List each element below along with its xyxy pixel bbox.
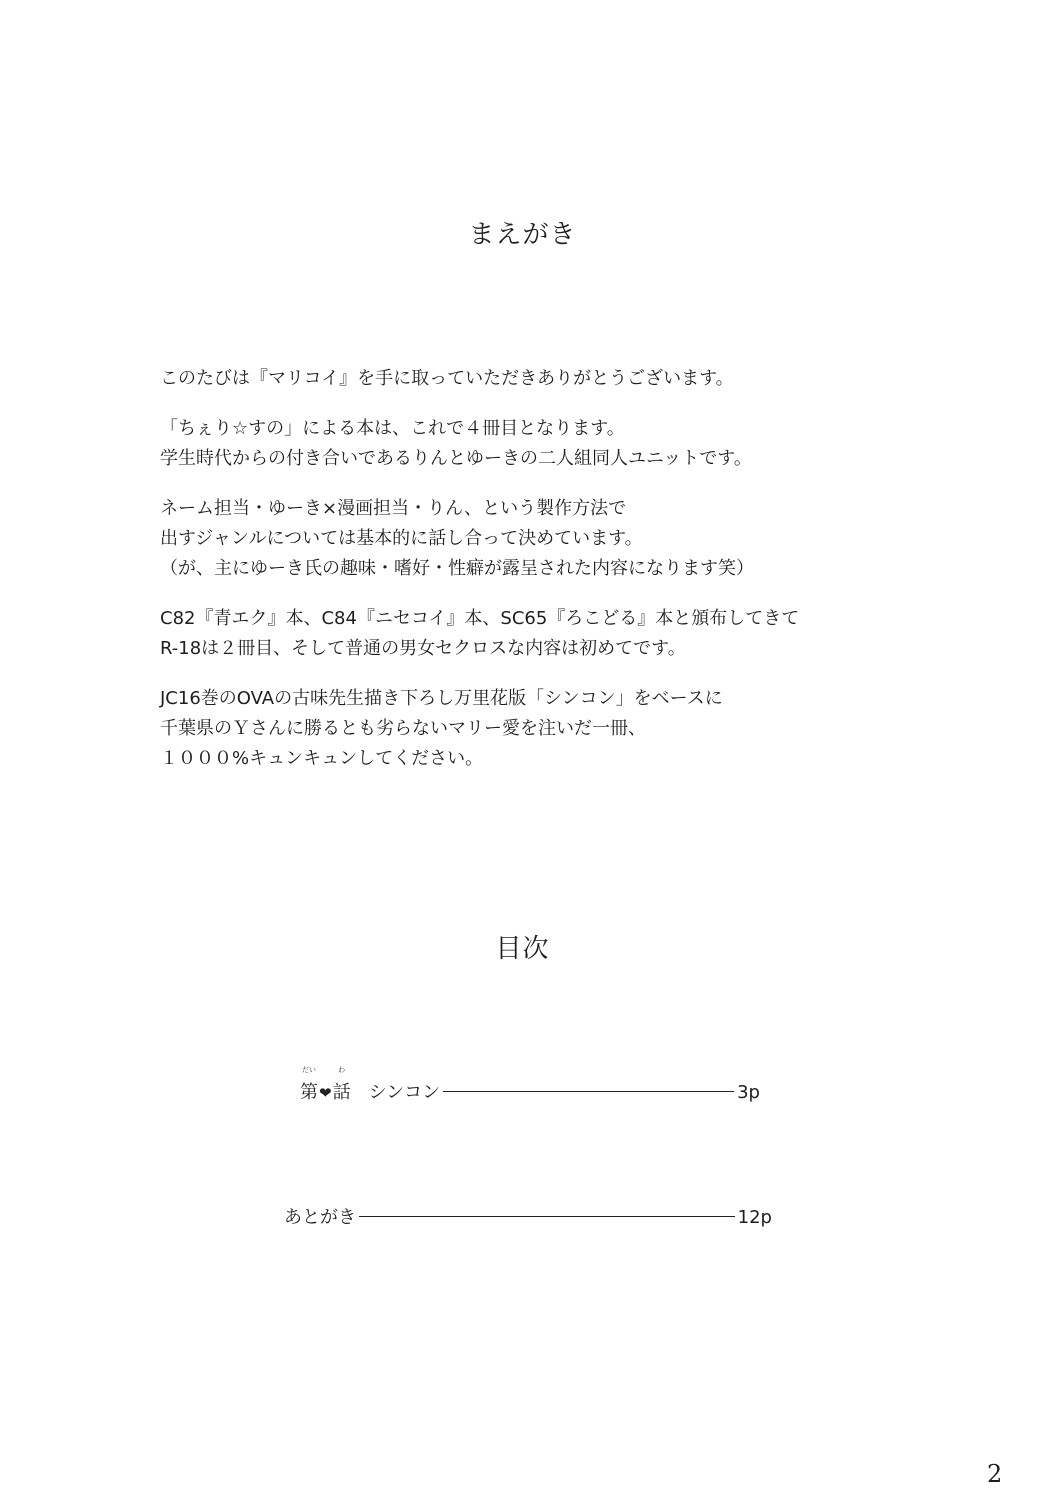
chapter-suffix-ruby: わ	[338, 1066, 346, 1074]
preface-paragraph	[160, 684, 920, 774]
preface-line: このたびは『マリコイ』を手に取っていただきありがとうございます。	[160, 368, 734, 389]
preface-title: まえがき	[468, 220, 577, 250]
preface-line: C82『青エク』本、C84『ニセコイ』本、SC65『ろこどる』本と頒布してきて	[160, 608, 800, 629]
toc-leader-line	[443, 1091, 734, 1092]
preface-line: 学生時代からの付き合いであるりんとゆーきの二人組同人ユニットです。	[160, 448, 752, 469]
preface-paragraph	[160, 364, 920, 394]
heart-icon: ❤	[319, 1084, 332, 1102]
preface-body	[160, 364, 920, 794]
preface-paragraph	[160, 604, 920, 664]
preface-line: 千葉県のＹさんに勝るとも劣らないマリー愛を注いだ一冊、	[160, 718, 646, 739]
chapter-prefix: だい 第	[300, 1066, 318, 1103]
preface-line: 「ちぇり☆すの」による本は、これで４冊目となります。	[160, 418, 625, 439]
preface-line: JC16巻のOVAの古味先生描き下ろし万里花版「シンコン」をベースに	[160, 688, 723, 709]
toc-entry-label	[300, 1066, 441, 1104]
preface-line: 出すジャンルについては基本的に話し合って決めています。	[160, 528, 643, 549]
toc-entry-afterword	[284, 1203, 772, 1229]
chapter-prefix-ruby: だい	[302, 1066, 316, 1074]
preface-line: ネーム担当・ゆーき×漫画担当・りん、という製作方法で	[160, 498, 627, 519]
preface-paragraph	[160, 494, 920, 584]
preface-line: R-18は２冊目、そして普通の男女セクロスな内容は初めてです。	[160, 638, 686, 659]
toc-entry-label: あとがき	[284, 1207, 356, 1228]
chapter-suffix: わ 話	[332, 1066, 351, 1103]
toc-page-number: 3p	[737, 1082, 760, 1103]
preface-paragraph	[160, 414, 920, 474]
page-number: 2	[987, 1460, 1003, 1488]
toc-page-number: 12p	[737, 1207, 772, 1228]
toc-leader-line	[359, 1216, 735, 1217]
toc-entry-chapter	[300, 1066, 760, 1104]
preface-line: （が、主にゆーき氏の趣味・嗜好・性癖が露呈された内容になります笑）	[160, 558, 754, 579]
chapter-title: シンコン	[368, 1082, 441, 1103]
toc-title: 目次	[495, 934, 550, 964]
preface-line: １０００%キュンキュンしてください。	[160, 748, 484, 769]
